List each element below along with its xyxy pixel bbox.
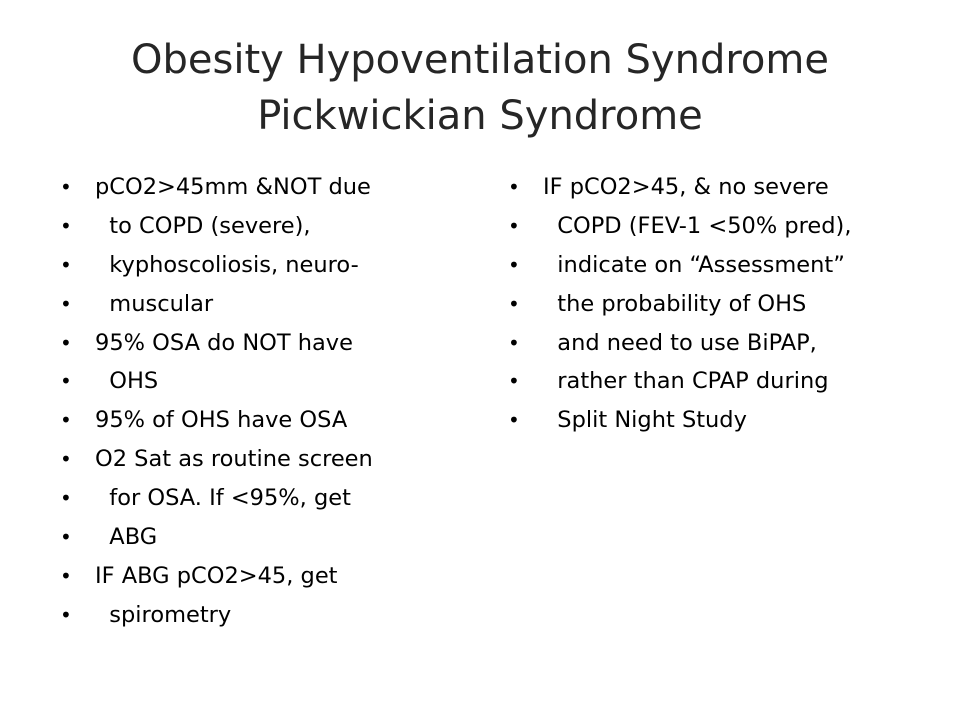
list-item <box>60 168 460 207</box>
bullet-icon: • <box>60 252 72 277</box>
bullet-text: indicate on “Assessment” <box>543 251 845 278</box>
list-item <box>60 518 460 557</box>
bullet-text: COPD (FEV-1 <50% pred), <box>543 212 852 239</box>
list-item <box>508 324 928 363</box>
list-item <box>508 168 928 207</box>
list-item <box>508 246 928 285</box>
bullet-icon: • <box>60 213 72 238</box>
bullet-text: O2 Sat as routine screen <box>95 446 373 473</box>
bullet-text: muscular <box>95 290 214 317</box>
bullet-icon: • <box>60 525 72 550</box>
bullet-icon: • <box>508 252 520 277</box>
title-line-1: Obesity Hypoventilation Syndrome <box>131 37 829 83</box>
bullet-text: ABG <box>95 524 158 551</box>
bullet-text: spirometry <box>95 601 232 628</box>
bullet-icon: • <box>60 563 72 588</box>
bullet-icon: • <box>60 175 72 199</box>
bullet-text: pCO2>45mm &NOT due <box>95 174 371 200</box>
bullet-icon: • <box>60 602 72 627</box>
list-item <box>60 596 460 635</box>
bullet-icon: • <box>60 486 72 511</box>
bullet-text: Split Night Study <box>543 407 747 434</box>
list-item <box>60 557 460 596</box>
list-item <box>508 362 928 401</box>
bullet-text: rather than CPAP during <box>543 368 829 395</box>
bullet-icon: • <box>60 291 72 316</box>
right-bullet-list <box>508 168 928 440</box>
title-line-2: Pickwickian Syndrome <box>257 93 703 139</box>
bullet-icon: • <box>508 175 520 199</box>
bullet-icon: • <box>60 447 72 472</box>
slide-title <box>60 32 900 144</box>
bullet-text: the probability of OHS <box>543 290 807 317</box>
bullet-text: OHS <box>95 368 159 395</box>
list-item <box>60 401 460 440</box>
bullet-icon: • <box>508 408 520 433</box>
list-item <box>508 285 928 324</box>
bullet-icon: • <box>60 408 72 433</box>
bullet-text: kyphoscoliosis, neuro- <box>95 251 359 278</box>
list-item <box>60 246 460 285</box>
bullet-icon: • <box>508 330 520 355</box>
bullet-text: 95% OSA do NOT have <box>95 329 353 356</box>
bullet-text: IF ABG pCO2>45, get <box>95 562 338 589</box>
left-bullet-list <box>60 168 460 635</box>
bullet-text: and need to use BiPAP, <box>543 329 817 356</box>
bullet-text: 95% of OHS have OSA <box>95 407 348 434</box>
bullet-icon: • <box>508 213 520 238</box>
bullet-icon: • <box>60 369 72 394</box>
list-item <box>60 324 460 363</box>
bullet-text: to COPD (severe), <box>95 212 311 239</box>
bullet-icon: • <box>508 369 520 394</box>
list-item <box>60 479 460 518</box>
list-item <box>60 207 460 246</box>
bullet-text: for OSA. If <95%, get <box>95 485 351 512</box>
list-item <box>508 401 928 440</box>
list-item <box>60 362 460 401</box>
list-item <box>60 285 460 324</box>
bullet-text: IF pCO2>45, & no severe <box>543 174 829 200</box>
bullet-icon: • <box>60 330 72 355</box>
list-item <box>60 440 460 479</box>
bullet-icon: • <box>508 291 520 316</box>
list-item <box>508 207 928 246</box>
